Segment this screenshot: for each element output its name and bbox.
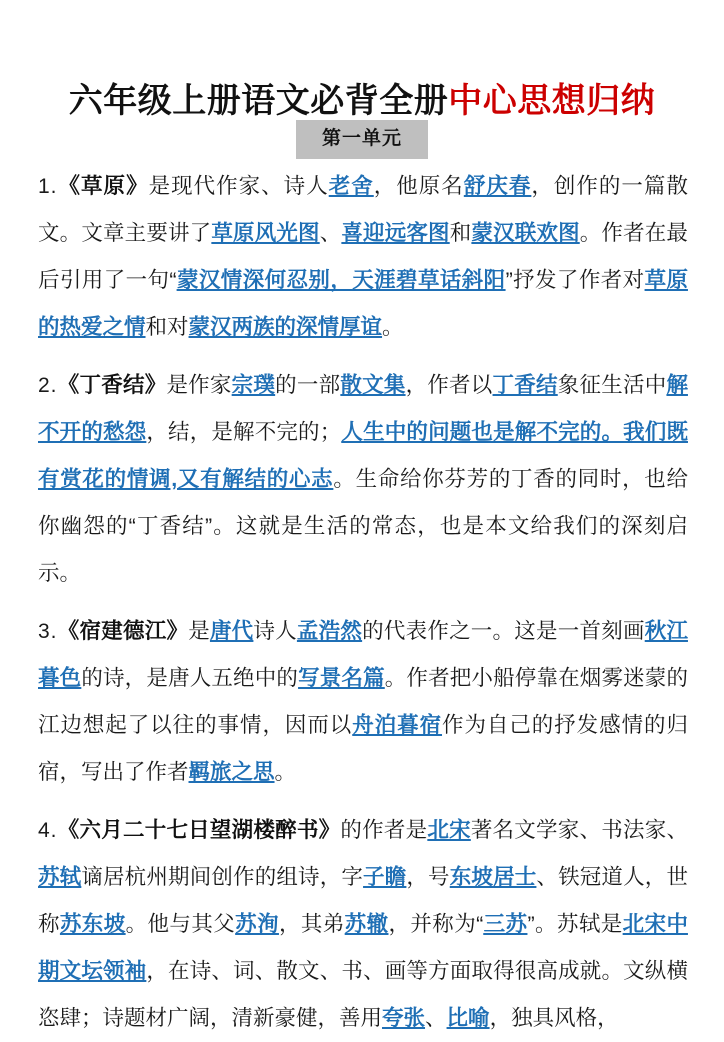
- body-text: ”。苏轼是: [527, 912, 623, 936]
- body-text: 是现代作家、诗人: [148, 174, 329, 198]
- key-term: 北宋中期文坛领袖: [38, 912, 688, 983]
- body-text: 。: [274, 760, 297, 784]
- body-text: 的一部: [275, 373, 341, 397]
- key-term: 草原风光图: [211, 221, 320, 245]
- lesson-work-title: 《宿建德江》: [57, 619, 189, 643]
- lesson-number: 4.: [38, 819, 58, 842]
- body-text: ，独具风格，: [489, 1006, 619, 1030]
- body-text: 。他与其父: [125, 912, 236, 936]
- key-term: 苏洵: [235, 912, 279, 936]
- body-text: 是作家: [166, 373, 232, 397]
- key-term: 蒙汉联欢图: [471, 221, 580, 245]
- body-text: 象征生活中: [557, 373, 667, 397]
- key-term: 比喻: [446, 1006, 490, 1030]
- unit-badge: 第一单元: [296, 120, 428, 159]
- body-text: 。作者把小船停靠在烟雾迷蒙的江边想起了以往的事情，因而以: [38, 666, 688, 737]
- body-text: 、铁冠道人，世称: [38, 865, 688, 936]
- body-text: 、: [425, 1006, 447, 1030]
- page-title: [0, 81, 724, 121]
- key-term: 羁旅之思: [188, 760, 275, 784]
- key-term: 散文集: [340, 373, 406, 397]
- key-term: 人生中的问题也是解不完的。我们既有赏花的情调,又有解结的心志: [38, 420, 688, 491]
- body-text: 的作者是: [340, 818, 428, 842]
- body-text: ，他原名: [373, 174, 464, 198]
- body-text: 作为自己的抒发感情的归宿，写出了作者: [38, 713, 688, 784]
- key-term: 解不开的愁怨: [38, 373, 688, 444]
- key-term: 唐代: [209, 619, 254, 643]
- body-text: ，其弟: [278, 912, 345, 936]
- body-text: 谪居杭州期间创作的组诗，字: [81, 865, 364, 889]
- key-term: 写景名篇: [298, 666, 385, 690]
- key-term: 喜迎远客图: [341, 221, 450, 245]
- body-text: ，创作的一篇散文。文章主要讲了: [38, 174, 688, 245]
- key-term: 蒙汉情深何忍别，天涯碧草话斜阳: [176, 268, 506, 292]
- body-text: 诗人: [253, 619, 297, 643]
- lesson-work-title: 《草原》: [57, 174, 149, 198]
- body-text: 的诗，是唐人五绝中的: [81, 666, 299, 690]
- key-term: 苏轼: [38, 865, 82, 889]
- lesson-paragraph: [38, 807, 688, 1042]
- body-text: 。: [382, 315, 404, 339]
- body-text: ，结，是解不完的；: [146, 420, 342, 444]
- body-text: 的代表作之一。这是一首刻画: [362, 619, 645, 643]
- key-term: 舟泊暮宿: [352, 713, 443, 737]
- lesson-number: 2.: [38, 374, 58, 397]
- lesson-number: 3.: [38, 620, 58, 643]
- body-text: 和: [449, 221, 472, 245]
- body-text: 、: [319, 221, 342, 245]
- key-term: 夸张: [382, 1006, 426, 1030]
- body-text: 和对: [145, 315, 189, 339]
- key-term: 秋江暮色: [38, 619, 688, 690]
- body-text: ，作者以: [405, 373, 493, 397]
- lesson-summary-list: [38, 163, 688, 1042]
- key-term: 草原的热爱之情: [38, 268, 688, 339]
- key-term: 宗璞: [231, 373, 276, 397]
- key-term: 苏辙: [344, 912, 389, 936]
- lesson-work-title: 《丁香结》: [57, 373, 167, 397]
- body-text: 。生命给你芬芳的丁香的同时，也给你幽怨的“丁香结”。这就是生活的常态，也是本文给我们的深刻启示。: [38, 467, 688, 585]
- key-term: 老舍: [328, 174, 374, 198]
- key-term: 北宋: [427, 818, 471, 842]
- body-text: ，并称为“: [388, 912, 484, 936]
- lesson-paragraph: [38, 608, 688, 796]
- key-term: 孟浩然: [296, 619, 363, 643]
- body-text: 是: [188, 619, 210, 643]
- body-text: ”抒发了作者对: [505, 268, 645, 292]
- lesson-number: 1.: [38, 175, 58, 198]
- key-term: 苏东坡: [59, 912, 126, 936]
- lesson-work-title: 《六月二十七日望湖楼醉书》: [57, 818, 341, 842]
- key-term: 舒庆春: [463, 174, 532, 198]
- key-term: 三苏: [483, 912, 528, 936]
- page-title-black-part: 六年级上册语文必背全册: [68, 81, 449, 120]
- body-text: 著名文学家、书法家、: [470, 818, 688, 842]
- lesson-paragraph: [38, 163, 688, 351]
- lesson-paragraph: [38, 362, 688, 597]
- page-title-red-part: 中心思想归纳: [448, 81, 656, 120]
- body-text: ，在诗、词、散文、书、画等方面取得很高成就。文纵横恣肆；诗题材广阔，清新豪健，善用: [38, 959, 688, 1030]
- key-term: 子瞻: [363, 865, 407, 889]
- key-term: 丁香结: [492, 373, 558, 397]
- key-term: 蒙汉两族的深情厚谊: [188, 315, 383, 339]
- key-term: 东坡居士: [449, 865, 537, 889]
- body-text: 。作者在最后引用了一句“: [38, 221, 688, 292]
- unit-banner: [0, 120, 724, 159]
- body-text: ，号: [406, 865, 450, 889]
